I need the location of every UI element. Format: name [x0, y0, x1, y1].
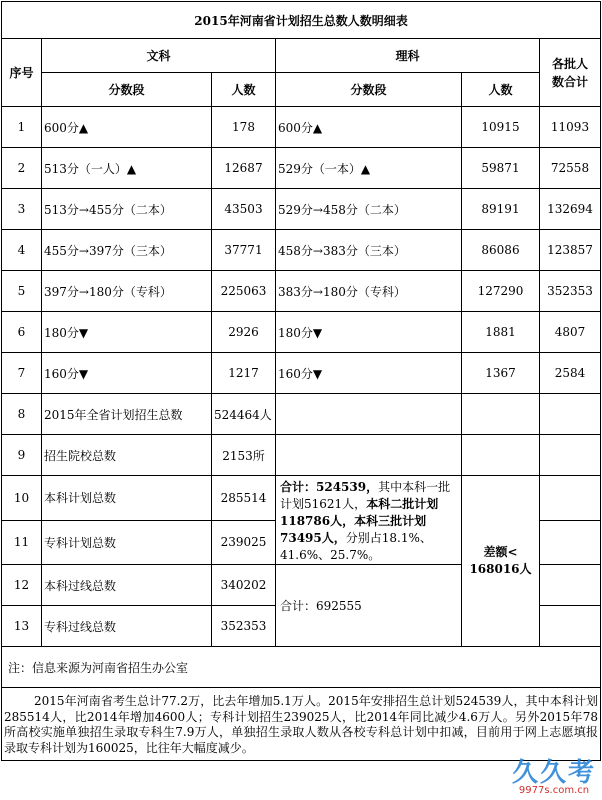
wenke-segment: 513分→455分（二本） [42, 189, 212, 230]
summary-value: 352353 [212, 606, 276, 647]
row-total: 352353 [540, 271, 601, 312]
like-count: 86086 [462, 230, 540, 271]
header-wenke-segment: 分数段 [42, 73, 212, 107]
like-segment: 529分（一本）▲ [276, 148, 462, 189]
row-seq: 10 [2, 476, 42, 521]
summary-value: 285514 [212, 476, 276, 521]
table-title: 2015年河南省计划招生总数人数明细表 [2, 2, 601, 39]
row-seq: 2 [2, 148, 42, 189]
empty-cell [540, 435, 601, 476]
like-segment: 180分▼ [276, 312, 462, 353]
wenke-segment: 397分→180分（专科） [42, 271, 212, 312]
difference-label: 差额< [483, 545, 518, 559]
table-row [2, 353, 601, 394]
wenke-segment: 513分（一人）▲ [42, 148, 212, 189]
table-row [2, 148, 601, 189]
summary-row [2, 394, 601, 435]
row-total: 11093 [540, 107, 601, 148]
wenke-segment: 160分▼ [42, 353, 212, 394]
row-seq: 13 [2, 606, 42, 647]
wenke-segment: 600分▲ [42, 107, 212, 148]
summary-label: 专科过线总数 [42, 606, 212, 647]
source-note: 注：信息来源为河南省招生办公室 [2, 647, 601, 688]
difference-value: 168016人 [469, 562, 532, 576]
summary-label: 2015年全省计划招生总数 [42, 394, 212, 435]
header-total [540, 39, 601, 107]
row-seq: 11 [2, 520, 42, 565]
summary-value: 524464人 [212, 394, 276, 435]
watermark-logo: 久久考 [511, 758, 596, 788]
row-seq: 6 [2, 312, 42, 353]
empty-cell [540, 565, 601, 606]
wenke-count: 37771 [212, 230, 276, 271]
row-total: 72558 [540, 148, 601, 189]
row-total: 4807 [540, 312, 601, 353]
like-count: 59871 [462, 148, 540, 189]
row-total: 2584 [540, 353, 601, 394]
header-seq: 序号 [2, 39, 42, 107]
undergrad-breakdown-note [276, 476, 462, 565]
empty-cell [540, 476, 601, 521]
site-watermark [512, 752, 596, 796]
like-count: 127290 [462, 271, 540, 312]
watermark-url: 9977s.com.cn [518, 785, 590, 796]
like-segment: 529分→458分（二本） [276, 189, 462, 230]
header-total-top: 各批人 [551, 56, 588, 71]
summary-value: 2153所 [212, 435, 276, 476]
row-seq: 8 [2, 394, 42, 435]
wenke-count: 12687 [212, 148, 276, 189]
like-count: 1881 [462, 312, 540, 353]
row-seq: 4 [2, 230, 42, 271]
summary-label: 本科计划总数 [42, 476, 212, 521]
enrollment-table [1, 1, 601, 761]
summary-paragraph: 2015年河南省考生总计77.2万，比去年增加5.1万人。2015年安排招生总计划524539人，其中本科计划285514人，比2014年增加4600人；专科计划招生239025人，比2014年同比减少4.6万人。另外2015年78所高校实施单独招生录取专科生7.9万人，单独招生录取人数从各校专科总计划中扣减，目前用于网上志愿填报录取专科计划为160025，比往年大幅度减少。 [2, 688, 601, 761]
header-like-count: 人数 [462, 73, 540, 107]
wenke-count: 43503 [212, 189, 276, 230]
row-seq: 12 [2, 565, 42, 606]
empty-cell [540, 606, 601, 647]
wenke-count: 2926 [212, 312, 276, 353]
document-sheet [1, 1, 600, 761]
like-segment: 458分→383分（三本） [276, 230, 462, 271]
row-seq: 5 [2, 271, 42, 312]
header-wenke: 文科 [42, 39, 276, 73]
empty-cell [276, 435, 462, 476]
header-total-bottom: 数合计 [551, 74, 588, 89]
empty-cell [462, 435, 540, 476]
summary-value: 239025 [212, 520, 276, 565]
row-total: 123857 [540, 230, 601, 271]
table-row [2, 107, 601, 148]
like-segment: 160分▼ [276, 353, 462, 394]
wenke-count: 178 [212, 107, 276, 148]
empty-cell [540, 394, 601, 435]
row-seq: 7 [2, 353, 42, 394]
table-row [2, 189, 601, 230]
table-row [2, 271, 601, 312]
summary-label: 本科过线总数 [42, 565, 212, 606]
empty-cell [540, 520, 601, 565]
header-wenke-count: 人数 [212, 73, 276, 107]
like-count: 10915 [462, 107, 540, 148]
note-total: 合计：524539， [280, 480, 379, 494]
wenke-segment: 455分→397分（三本） [42, 230, 212, 271]
like-segment: 383分→180分（专科） [276, 271, 462, 312]
summary-label: 招生院校总数 [42, 435, 212, 476]
row-seq: 9 [2, 435, 42, 476]
row-seq: 1 [2, 107, 42, 148]
like-segment: 600分▲ [276, 107, 462, 148]
header-like: 理科 [276, 39, 540, 73]
note-batch23: 本科二批计划118786人，本科三批计划73495人， [280, 497, 439, 545]
difference-cell [462, 476, 540, 647]
like-count: 1367 [462, 353, 540, 394]
wenke-segment: 180分▼ [42, 312, 212, 353]
table-row [2, 312, 601, 353]
row-seq: 3 [2, 189, 42, 230]
table-row [2, 230, 601, 271]
like-count: 89191 [462, 189, 540, 230]
empty-cell [276, 394, 462, 435]
note-batch1: 其中本科一批计划51621人， [280, 480, 451, 511]
wenke-count: 1217 [212, 353, 276, 394]
summary-value: 340202 [212, 565, 276, 606]
summary-row [2, 435, 601, 476]
empty-cell [462, 394, 540, 435]
summary-row [2, 476, 601, 521]
pass-line-total: 合计：692555 [276, 565, 462, 647]
wenke-count: 225063 [212, 271, 276, 312]
row-total: 132694 [540, 189, 601, 230]
header-like-segment: 分数段 [276, 73, 462, 107]
note-percent: 分别占18.1%、41.6%、25.7%。 [280, 531, 432, 562]
summary-label: 专科计划总数 [42, 520, 212, 565]
